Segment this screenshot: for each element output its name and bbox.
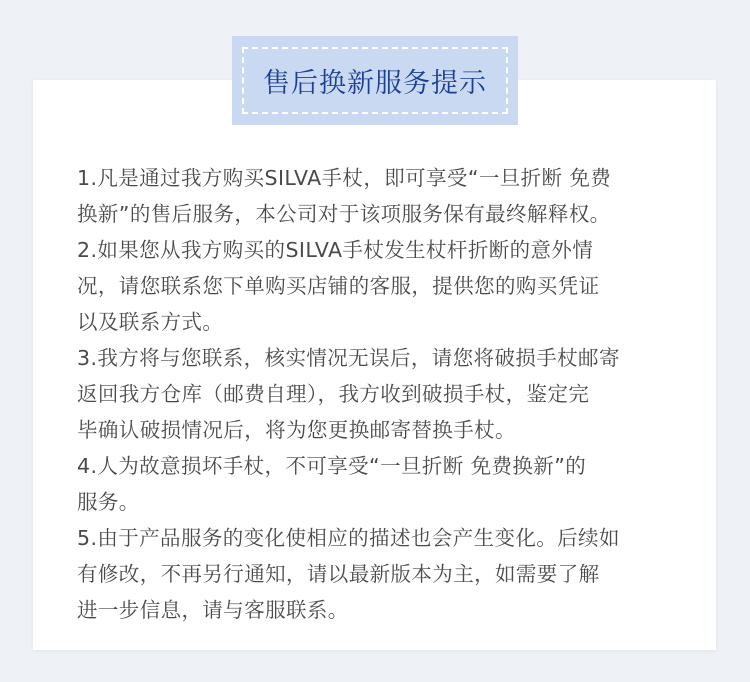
text-line: 1.凡是通过我方购买SILVA手杖，即可享受“一旦折断 免费 (77, 166, 612, 190)
text-line: 有修改，不再另行通知，请以最新版本为主，如需要了解 (77, 562, 600, 586)
text-line: 以及联系方式。 (77, 310, 224, 334)
text-line: 3.我方将与您联系，核实情况无误后，请您将破损手杖邮寄 (77, 346, 620, 370)
text-line: 况，请您联系您下单购买店铺的客服，提供您的购买凭证 (77, 274, 600, 298)
text-line: 返回我方仓库（邮费自理），我方收到破损手杖，鉴定完 (77, 382, 590, 406)
text-line: 进一步信息，请与客服联系。 (77, 598, 349, 622)
text-line: 2.如果您从我方购买的SILVA手杖发生杖杆折断的意外情 (77, 238, 594, 262)
title-banner (232, 36, 518, 125)
text-line: 4.人为故意损坏手杖，不可享受“一旦折断 免费换新”的 (77, 454, 587, 478)
text-line: 换新”的售后服务，本公司对于该项服务保有最终解释权。 (77, 202, 611, 226)
text-line: 服务。 (77, 490, 140, 514)
page-title: 售后换新服务提示 (263, 68, 487, 99)
notice-text (77, 160, 677, 628)
text-line: 毕确认破损情况后，将为您更换邮寄替换手杖。 (77, 418, 516, 442)
title-dashed-frame (242, 47, 508, 114)
text-line: 5.由于产品服务的变化使相应的描述也会产生变化。后续如 (77, 526, 620, 550)
